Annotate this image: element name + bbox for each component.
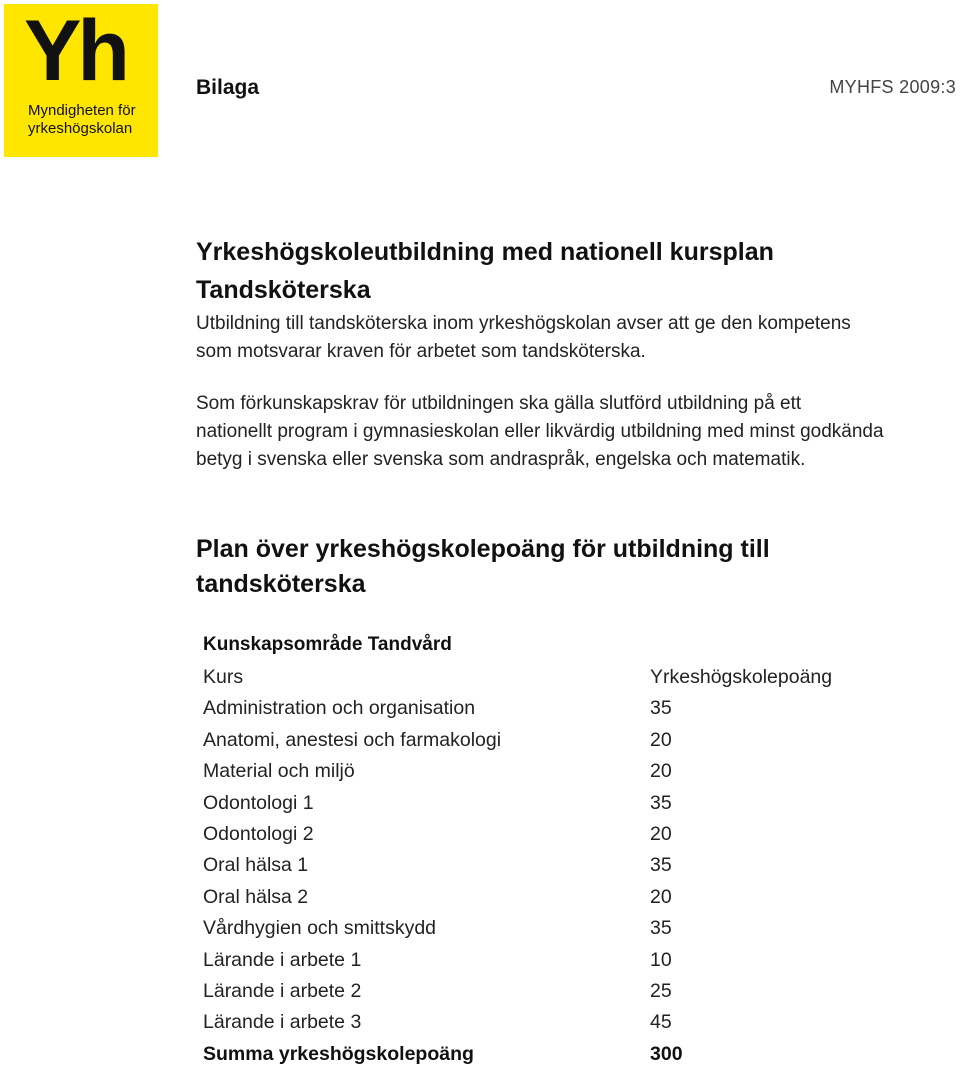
course-name: Vårdhygien och smittskydd: [203, 917, 437, 940]
column-header-course: Kurs: [203, 666, 244, 688]
logo-text: [28, 102, 136, 138]
course-points: 10: [650, 948, 672, 971]
table-row: [203, 913, 903, 944]
course-name: Odontologi 2: [203, 822, 314, 845]
table-row: [203, 819, 903, 850]
table-row: [203, 1007, 903, 1038]
prerequisites-paragraph: [196, 390, 960, 474]
knowledge-area-title: Kunskapsområde Tandvård: [203, 634, 452, 655]
plan-heading-line-1: Plan över yrkeshögskolepoäng för utbildning till: [196, 535, 770, 563]
course-points: 35: [650, 697, 672, 720]
course-points: 25: [650, 979, 672, 1002]
appendix-label: Bilaga: [196, 76, 260, 99]
intro-paragraph: [196, 310, 960, 366]
course-points: 20: [650, 822, 672, 845]
plan-heading-line-2: tandsköterska: [196, 570, 366, 598]
prereq-line-3: betyg i svenska eller svenska som andraspråk, engelska och matematik.: [196, 449, 806, 470]
course-name: Anatomi, anestesi och farmakologi: [203, 728, 502, 751]
course-name: Odontologi 1: [203, 791, 314, 814]
table-row: [203, 850, 903, 881]
table-row: [203, 693, 903, 724]
course-points: 20: [650, 760, 672, 783]
course-name: Lärande i arbete 1: [203, 948, 362, 971]
intro-line-1: Utbildning till tandsköterska inom yrkeshögskolan avser att ge den kompetens: [196, 313, 851, 334]
document-subtitle: Tandsköterska: [196, 276, 371, 304]
course-name: Oral hälsa 2: [203, 885, 309, 908]
course-name: Oral hälsa 1: [203, 854, 309, 877]
table-total-row: [203, 1039, 903, 1070]
course-table: [203, 631, 903, 1070]
table-header: [203, 662, 903, 693]
table-row: [203, 725, 903, 756]
logo-line-2: yrkeshögskolan: [28, 120, 133, 137]
intro-line-2: som motsvarar kraven för arbetet som tandsköterska.: [196, 341, 646, 362]
document-code: MYHFS 2009:3: [829, 77, 956, 97]
course-points: 45: [650, 1011, 672, 1034]
course-points: 35: [650, 917, 672, 940]
table-row: [203, 945, 903, 976]
document-title: Yrkeshögskoleutbildning med nationell kursplan: [196, 238, 774, 266]
course-points: 20: [650, 885, 672, 908]
prereq-line-2: nationellt program i gymnasieskolan eller likvärdig utbildning med minst godkända: [196, 421, 884, 442]
course-points: 20: [650, 728, 672, 751]
course-points: 35: [650, 854, 672, 877]
table-row: [203, 882, 903, 913]
course-name: Administration och organisation: [203, 697, 476, 720]
total-points: 300: [650, 1042, 683, 1065]
logo-line-1: Myndigheten för: [28, 102, 136, 119]
plan-heading: [196, 532, 770, 602]
column-header-points: Yrkeshögskolepoäng: [650, 666, 833, 688]
table-row: [203, 976, 903, 1007]
table-row: [203, 788, 903, 819]
course-name: Lärande i arbete 3: [203, 1011, 362, 1034]
total-label: Summa yrkeshögskolepoäng: [203, 1042, 474, 1065]
course-points: 35: [650, 791, 672, 814]
logo-mark: Yh: [24, 3, 126, 99]
prereq-line-1: Som förkunskapskrav för utbildningen ska gälla slutförd utbildning på ett: [196, 393, 802, 414]
course-name: Material och miljö: [203, 760, 355, 783]
course-name: Lärande i arbete 2: [203, 979, 362, 1002]
table-row: [203, 756, 903, 787]
agency-logo: [4, 4, 158, 157]
